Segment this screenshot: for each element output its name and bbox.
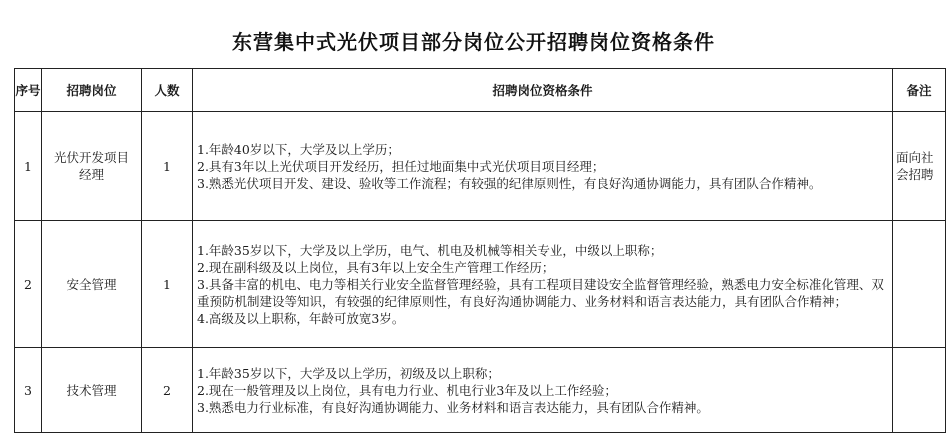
header-count: 人数 [142,69,193,112]
row-count: 1 [142,221,193,348]
table-row [15,112,946,221]
row-seq: 2 [15,221,42,348]
requirement-line: 2.现在副科级及以上岗位，具有3年以上安全生产管理工作经历； [197,259,555,275]
row-position: 光伏开发项目经理 [42,112,142,221]
requirement-line: 2.现在一般管理及以上岗位，具有电力行业、机电行业3年及以上工作经验； [197,382,617,398]
row-requirements [193,348,893,433]
table-row [15,221,946,348]
row-seq: 1 [15,112,42,221]
row-position: 技术管理 [42,348,142,433]
positions-table [14,68,946,433]
header-seq: 序号 [15,69,42,112]
row-count: 1 [142,112,193,221]
table-header-row [15,69,946,112]
row-note: 面向社会招聘 [893,112,946,221]
requirement-line: 4.高级及以上职称，年龄可放宽3岁。 [197,310,405,326]
requirement-line: 3.熟悉电力行业标准，有良好沟通协调能力、业务材料和语言表达能力，具有团队合作精神。 [197,399,709,415]
row-seq: 3 [15,348,42,433]
requirement-line: 2.具有3年以上光伏项目开发经历，担任过地面集中式光伏项目项目经理； [197,158,605,174]
requirement-line: 3.具备丰富的机电、电力等相关行业安全监督管理经验，具有工程项目建设安全监督管理经验，熟悉电力安全标准化管理、双重预防机制建设等知识，有较强的纪律原则性，有良好沟通协调能力、业务材料和语言表达能力，具有团队合作精神； [197,276,884,309]
header-position: 招聘岗位 [42,69,142,112]
requirement-line: 1.年龄40岁以下，大学及以上学历； [197,141,400,157]
row-requirements [193,112,893,221]
requirement-line: 3.熟悉光伏项目开发、建设、验收等工作流程；有较强的纪律原则性，有良好沟通协调能力，具有团队合作精神。 [197,175,822,191]
row-position: 安全管理 [42,221,142,348]
header-note: 备注 [893,69,946,112]
row-note [893,221,946,348]
row-requirements [193,221,893,348]
document-title: 东营集中式光伏项目部分岗位公开招聘岗位资格条件 [232,30,715,54]
requirement-line: 1.年龄35岁以下，大学及以上学历，初级及以上职称； [197,365,500,381]
row-note [893,348,946,433]
row-count: 2 [142,348,193,433]
table-row [15,348,946,433]
requirement-line: 1.年龄35岁以下，大学及以上学历，电气、机电及机械等相关专业，中级以上职称； [197,242,663,258]
header-requirements: 招聘岗位资格条件 [193,69,893,112]
